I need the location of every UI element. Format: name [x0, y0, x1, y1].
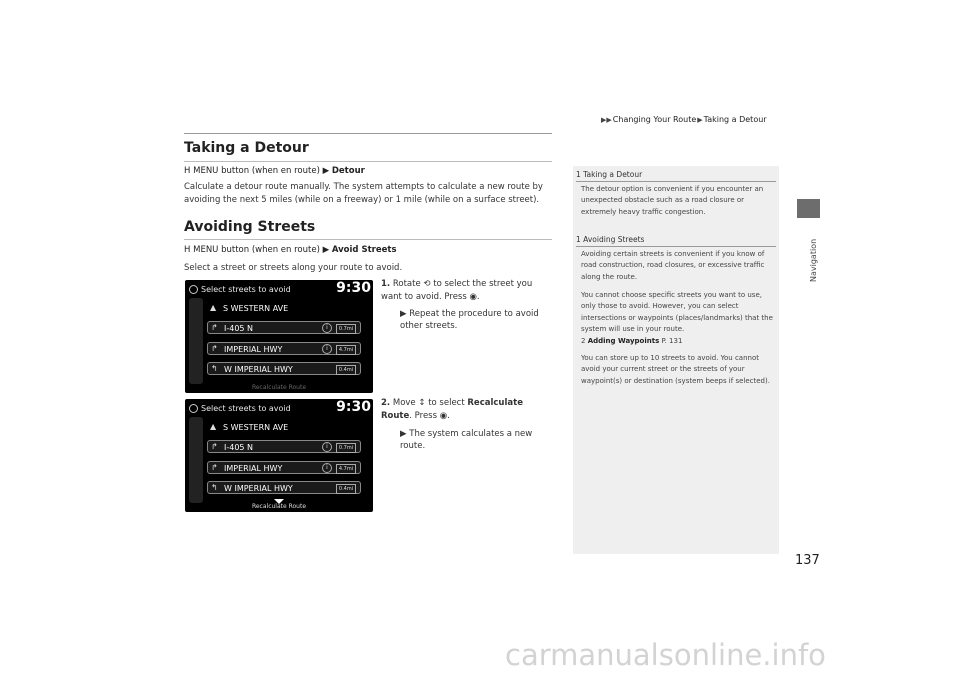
step-number: 2.	[381, 398, 391, 408]
street-name: W IMPERIAL HWY	[224, 365, 293, 374]
clock: 9:30	[336, 280, 371, 296]
section-tab-marker	[797, 199, 820, 218]
heading-rule	[184, 161, 552, 162]
chevron-right-icon: ▶	[400, 309, 407, 319]
distance-badge: 4.7mi	[336, 345, 356, 355]
turn-icon: ↱	[211, 463, 218, 472]
title-divider	[184, 133, 552, 134]
home-icon: H	[184, 166, 191, 176]
list-item[interactable]	[207, 421, 361, 434]
note-avoid-p3: You can store up to 10 streets to avoid. You cannot avoid your current street or the streets of your waypoint(s) or destination (system beeps if selected).	[581, 354, 770, 385]
distance-badge: 0.7mi	[336, 443, 356, 453]
link-page: P. 131	[661, 337, 683, 345]
step-1-substep	[400, 308, 550, 332]
note-heading-text: Taking a Detour	[583, 170, 643, 179]
info-icon: i	[322, 463, 332, 473]
menu-target: Detour	[331, 166, 365, 176]
street-name: I-405 N	[224, 443, 254, 452]
screen-title: Select streets to avoid	[201, 285, 291, 294]
street-name: S WESTERN AVE	[223, 304, 289, 313]
step-text: to select the street you want to avoid. Press	[381, 279, 533, 302]
joystick-icon: ↕	[418, 398, 426, 408]
turn-icon: ▲	[210, 303, 217, 312]
list-item[interactable]	[207, 342, 361, 355]
clock: 9:30	[336, 399, 371, 415]
detour-menu-path	[184, 166, 365, 176]
turn-icon: ▲	[210, 422, 217, 431]
note-avoid-link[interactable]	[581, 336, 773, 347]
chevron-right-icon: ▶	[400, 429, 407, 439]
step-target: Recalculate Route	[381, 398, 523, 421]
page-number: 137	[795, 553, 820, 568]
note-avoid-p2: You cannot choose specific streets you want to use, only those to avoid. However, you can select intersections or waypoints (places/landmarks) that the system will use in your route.	[581, 291, 773, 333]
breadcrumb-page: Taking a Detour	[703, 115, 767, 124]
substep-text: The system calculates a new route.	[400, 429, 533, 451]
list-item[interactable]	[207, 481, 361, 494]
info-icon: i	[322, 344, 332, 354]
breadcrumb	[600, 115, 767, 124]
notes-panel	[573, 166, 779, 554]
note-heading-text: Avoiding Streets	[583, 235, 645, 244]
list-item[interactable]	[207, 362, 361, 375]
detour-description: Calculate a detour route manually. The system attempts to calculate a new route by avoiding the next 5 miles (while on a freeway) or 1 mile (while on a surface street).	[184, 182, 543, 205]
turn-icon: ↰	[211, 483, 218, 492]
step-text: . Press	[409, 411, 438, 421]
info-icon: i	[322, 442, 332, 452]
note-rule	[576, 246, 776, 247]
link-icon: 2	[581, 337, 586, 345]
chevron-right-icon: ▶	[322, 166, 330, 176]
rotate-knob-icon: ⟲	[423, 279, 431, 289]
screen-title: Select streets to avoid	[201, 404, 291, 413]
street-name: I-405 N	[224, 324, 254, 333]
step-2: 2. Move ↕ to select Recalculate Route. Press ◉.	[381, 398, 523, 421]
section-tab-label: Navigation	[809, 238, 818, 282]
substep-text: Repeat the procedure to avoid other streets.	[400, 309, 539, 331]
info-icon: i	[322, 323, 332, 333]
note-rule	[576, 181, 776, 182]
turn-icon: ↱	[211, 344, 218, 353]
distance-badge: 4.7mi	[336, 464, 356, 474]
step-text: Rotate	[392, 279, 421, 289]
chevron-right-icon: ▶	[322, 245, 330, 255]
note-detour-text: The detour option is convenient if you encounter an unexpected obstacle such as a road closure or extremely heavy traffic congestion.	[581, 185, 764, 216]
distance-badge: 0.4mi	[336, 365, 356, 375]
scroll-bar[interactable]	[189, 298, 203, 384]
turn-icon: ↱	[211, 323, 218, 332]
info-icon	[189, 285, 198, 294]
street-name: IMPERIAL HWY	[224, 464, 283, 473]
note-avoid-p1: Avoiding certain streets is convenient if you know of road construction, road closures, or excessive traffic along the route.	[581, 250, 765, 281]
info-icon	[189, 404, 198, 413]
menu-target: Avoid Streets	[331, 245, 397, 255]
step-text: to select	[428, 398, 465, 408]
street-name: W IMPERIAL HWY	[224, 484, 293, 493]
detour-heading: Taking a Detour	[184, 140, 309, 156]
scroll-bar[interactable]	[189, 417, 203, 503]
chevron-right-icon: ▶▶	[601, 116, 612, 124]
section-tab	[797, 230, 817, 290]
menu-prefix: MENU button (when en route)	[193, 245, 320, 255]
avoid-menu-path	[184, 245, 397, 255]
heading-rule	[184, 239, 552, 240]
nav-screen-1	[185, 280, 373, 393]
nav-screen-2	[185, 399, 373, 512]
step-number: 1.	[381, 279, 391, 289]
breadcrumb-section[interactable]: Changing Your Route	[612, 115, 697, 124]
turn-icon: ↰	[211, 364, 218, 373]
note-detour-heading	[576, 170, 642, 179]
avoid-description: Select a street or streets along your route to avoid.	[184, 263, 403, 273]
street-name: S WESTERN AVE	[223, 423, 289, 432]
enter-button-icon: ◉	[439, 411, 448, 421]
chevron-right-icon: ▶	[697, 116, 703, 124]
step-text: Move	[392, 398, 416, 408]
list-item[interactable]	[207, 302, 361, 315]
turn-icon: ↱	[211, 442, 218, 451]
recalculate-route-button[interactable]: Recalculate Route	[251, 503, 307, 510]
note-icon: 1	[576, 235, 581, 244]
step-1: 1. Rotate ⟲ to select the street you want to avoid. Press ◉.	[381, 279, 533, 302]
avoid-heading: Avoiding Streets	[184, 219, 316, 235]
list-item[interactable]	[207, 461, 361, 474]
step-2-substep	[400, 428, 550, 452]
distance-badge: 0.7mi	[336, 324, 356, 334]
watermark: carmanualsonline.info	[505, 638, 826, 672]
adding-waypoints-link[interactable]: Adding Waypoints	[587, 337, 660, 345]
note-avoid-heading	[576, 235, 644, 244]
enter-button-icon: ◉	[469, 292, 477, 302]
street-name: IMPERIAL HWY	[224, 345, 283, 354]
home-icon: H	[184, 245, 191, 255]
note-icon: 1	[576, 170, 581, 179]
recalculate-route-button[interactable]: Recalculate Route	[251, 384, 307, 391]
list-item[interactable]	[207, 440, 361, 453]
list-item[interactable]	[207, 321, 361, 334]
menu-prefix: MENU button (when en route)	[193, 166, 320, 176]
distance-badge: 0.4mi	[336, 484, 356, 494]
